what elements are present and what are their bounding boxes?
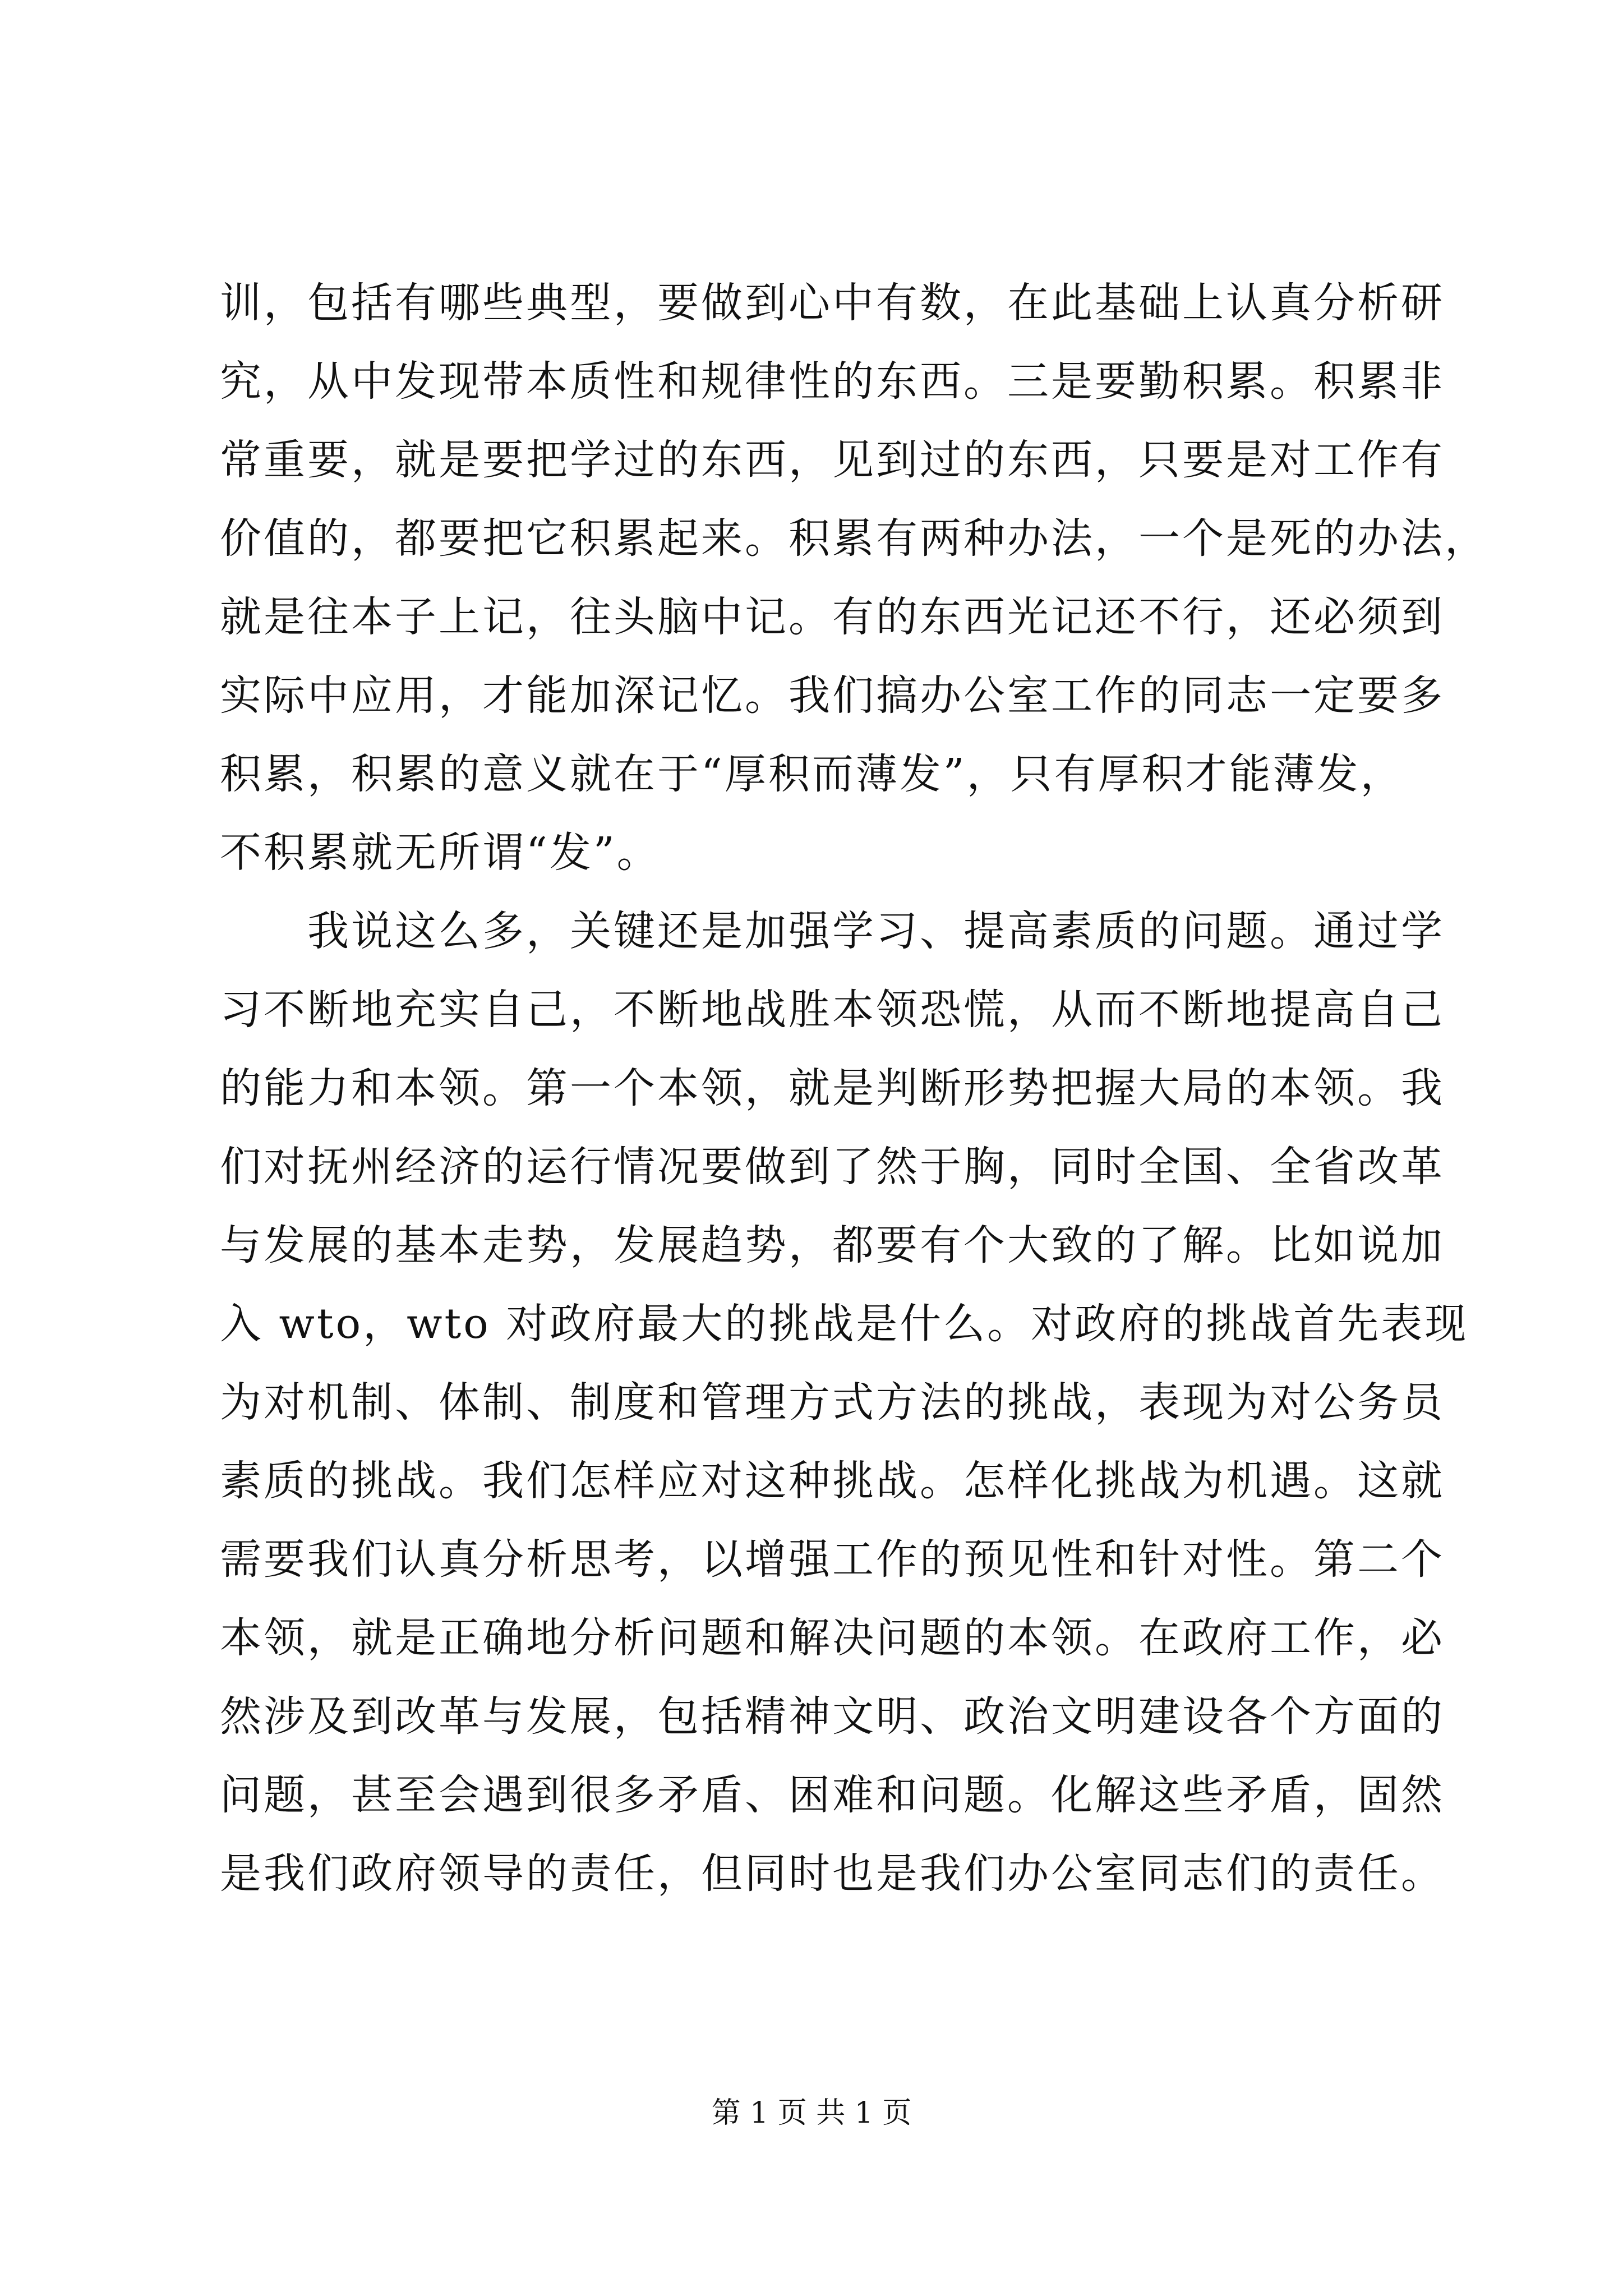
text-line: 实际中应用，才能加深记忆。我们搞办公室工作的同志一定要多 [220,671,1445,720]
text-line: 究，从中发现带本质性和规律性的东西。三是要勤积累。积累非 [220,357,1445,406]
page-number-footer: 第 1 页 共 1 页 [711,2096,912,2130]
text-line: 的能力和本领。第一个本领，就是判断形势把握大局的本领。我 [220,1064,1445,1112]
text-line: 是我们政府领导的责任，但同时也是我们办公室同志们的责任。 [220,1849,1445,1898]
text-line: 们对抚州经济的运行情况要做到了然于胸，同时全国、全省改革 [220,1143,1445,1191]
text-line: 入 wto，wto 对政府最大的挑战是什么。对政府的挑战首先表现 [220,1300,1469,1348]
text-line: 训，包括有哪些典型，要做到心中有数，在此基础上认真分析研 [220,279,1445,327]
text-line: 积累，积累的意义就在于“厚积而薄发”，只有厚积才能薄发， [220,750,1404,798]
text-line: 习不断地充实自己，不断地战胜本领恐慌，从而不断地提高自己 [220,986,1445,1034]
text-line: 价值的，都要把它积累起来。积累有两种办法，一个是死的办法， [220,514,1488,563]
text-line: 常重要，就是要把学过的东西，见到过的东西，只要是对工作有 [220,436,1445,484]
text-line: 然涉及到改革与发展，包括精神文明、政治文明建设各个方面的 [220,1692,1445,1741]
text-line: 素质的挑战。我们怎样应对这种挑战。怎样化挑战为机遇。这就 [220,1457,1445,1505]
text-line: 就是往本子上记，往头脑中记。有的东西光记还不行，还必须到 [220,593,1445,641]
text-line: 不积累就无所谓“发”。 [220,829,661,877]
text-line: 我说这么多，关键还是加强学习、提高素质的问题。通过学 [220,907,1445,955]
text-line: 本领，就是正确地分析问题和解决问题的本领。在政府工作，必 [220,1614,1445,1662]
text-line: 问题，甚至会遇到很多矛盾、困难和问题。化解这些矛盾，固然 [220,1771,1445,1819]
text-line: 与发展的基本走势，发展趋势，都要有个大致的了解。比如说加 [220,1221,1445,1269]
text-line: 需要我们认真分析思考，以增强工作的预见性和针对性。第二个 [220,1535,1445,1584]
text-line: 为对机制、体制、制度和管理方式方法的挑战，表现为对公务员 [220,1378,1445,1427]
